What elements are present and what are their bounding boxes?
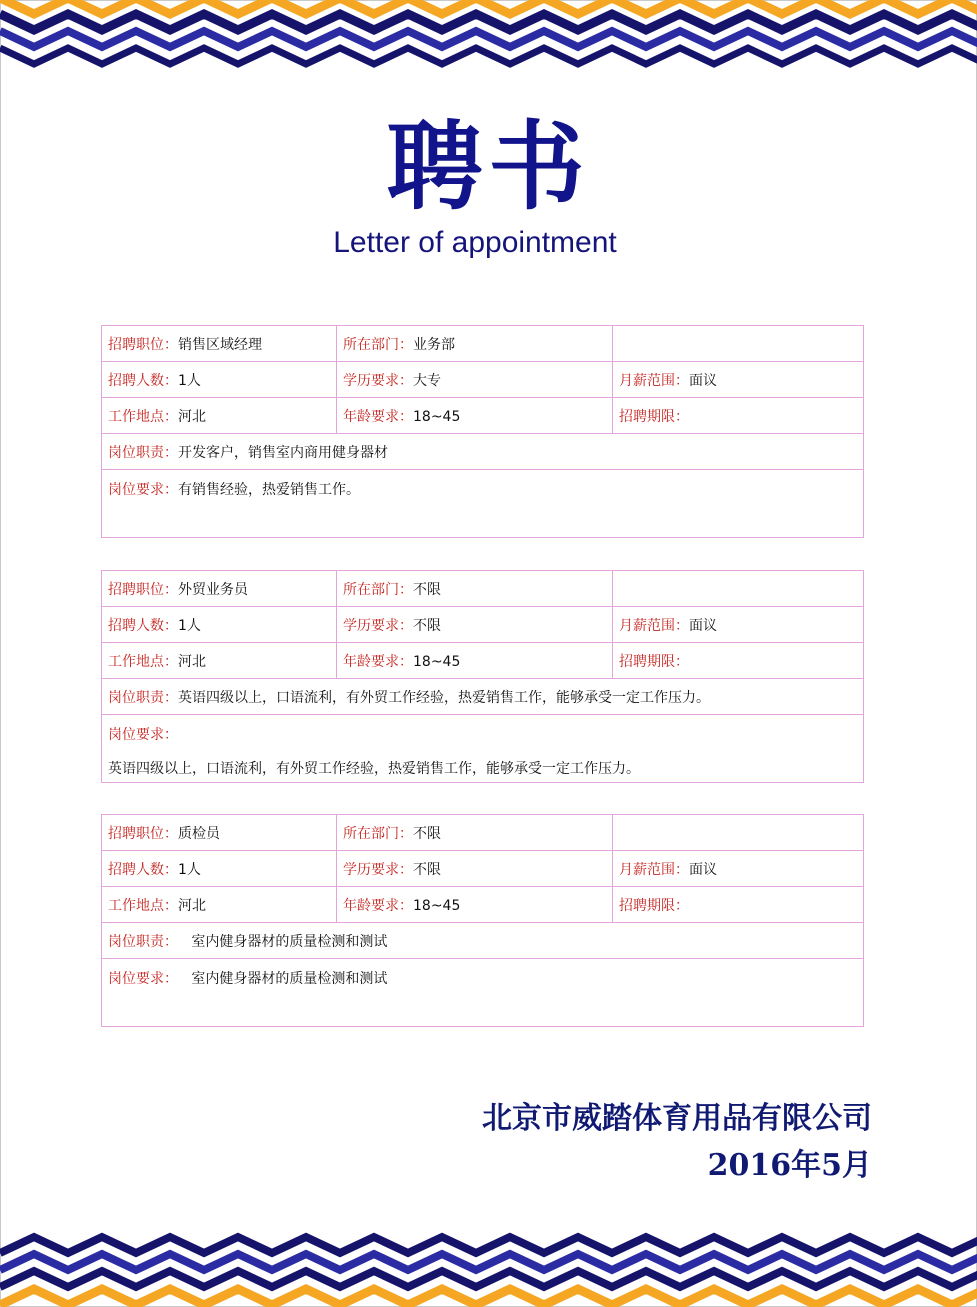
headcount-cell — [102, 362, 337, 398]
headcount-label: 招聘人数： — [108, 617, 178, 634]
position-cell — [102, 815, 337, 851]
age-value: 18~45 — [413, 653, 461, 670]
salary-cell — [613, 362, 864, 398]
table-row — [102, 679, 864, 715]
table-row — [102, 326, 864, 362]
empty-cell — [613, 571, 864, 607]
education-value: 大专 — [413, 372, 441, 389]
requirements-value: 英语四级以上，口语流利，有外贸工作经验，热爱销售工作，能够承受一定工作压力。 — [108, 761, 640, 777]
education-label: 学历要求： — [343, 372, 413, 389]
duties-cell — [102, 434, 864, 470]
requirements-value: 室内健身器材的质量检测和测试 — [191, 971, 388, 987]
department-value: 业务部 — [413, 336, 455, 353]
requirements-cell — [102, 715, 864, 783]
table-row — [102, 607, 864, 643]
location-value: 河北 — [178, 408, 206, 425]
department-label: 所在部门： — [343, 825, 413, 842]
period-label: 招聘期限： — [619, 653, 689, 670]
headcount-value: 1人 — [178, 372, 201, 389]
department-cell — [337, 326, 613, 362]
salary-cell — [613, 607, 864, 643]
table-row — [102, 571, 864, 607]
table-row — [102, 851, 864, 887]
position-label: 招聘职位： — [108, 825, 178, 842]
empty-cell — [613, 815, 864, 851]
requirements-label: 岗位要求： — [108, 482, 178, 498]
age-label: 年龄要求： — [343, 653, 413, 670]
department-cell — [337, 571, 613, 607]
location-cell — [102, 887, 337, 923]
location-value: 河北 — [178, 897, 206, 914]
table-row — [102, 470, 864, 538]
zigzag-orange-stripe — [0, 0, 977, 14]
education-cell — [337, 851, 613, 887]
headcount-value: 1人 — [178, 861, 201, 878]
age-label: 年龄要求： — [343, 408, 413, 425]
department-value: 不限 — [413, 825, 441, 842]
salary-value: 面议 — [689, 372, 717, 389]
period-cell — [613, 398, 864, 434]
education-value: 不限 — [413, 617, 441, 634]
bottom-zigzag-border — [0, 1227, 977, 1307]
location-cell — [102, 398, 337, 434]
headcount-label: 招聘人数： — [108, 372, 178, 389]
education-cell — [337, 607, 613, 643]
headcount-cell — [102, 607, 337, 643]
table-row — [102, 434, 864, 470]
age-value: 18~45 — [413, 408, 461, 425]
education-label: 学历要求： — [343, 617, 413, 634]
job-table — [101, 570, 864, 783]
education-label: 学历要求： — [343, 861, 413, 878]
zigzag-blue-stripe — [0, 1254, 977, 1270]
position-value: 销售区域经理 — [178, 336, 262, 353]
table-row — [102, 643, 864, 679]
duties-value: 英语四级以上，口语流利，有外贸工作经验，热爱销售工作，能够承受一定工作压力。 — [178, 689, 710, 706]
age-cell — [337, 643, 613, 679]
page-subtitle: Letter of appointment — [333, 226, 617, 259]
headcount-cell — [102, 851, 337, 887]
company-name: 北京市威踏体育用品有限公司 — [482, 1101, 872, 1136]
table-row — [102, 815, 864, 851]
zigzag-blue-stripe — [0, 31, 977, 47]
period-cell — [613, 643, 864, 679]
job-table — [101, 814, 864, 1027]
department-value: 不限 — [413, 581, 441, 598]
empty-cell — [613, 326, 864, 362]
requirements-label: 岗位要求： — [108, 727, 178, 743]
period-label: 招聘期限： — [619, 897, 689, 914]
zigzag-navy-stripe-2 — [0, 48, 977, 64]
education-cell — [337, 362, 613, 398]
salary-cell — [613, 851, 864, 887]
salary-label: 月薪范围： — [619, 617, 689, 634]
zigzag-navy-stripe-2 — [0, 1271, 977, 1287]
duties-value: 室内健身器材的质量检测和测试 — [191, 933, 388, 950]
requirements-cell — [102, 470, 864, 538]
headcount-value: 1人 — [178, 617, 201, 634]
salary-label: 月薪范围： — [619, 372, 689, 389]
department-label: 所在部门： — [343, 581, 413, 598]
duties-cell — [102, 679, 864, 715]
department-label: 所在部门： — [343, 336, 413, 353]
table-row — [102, 715, 864, 783]
duties-label: 岗位职责： — [108, 689, 178, 706]
zigzag-orange-stripe — [0, 1289, 977, 1305]
table-row — [102, 362, 864, 398]
requirements-value: 有销售经验，热爱销售工作。 — [178, 482, 360, 498]
period-cell — [613, 887, 864, 923]
position-cell — [102, 571, 337, 607]
duties-label: 岗位职责： — [108, 444, 178, 461]
duties-cell — [102, 923, 864, 959]
position-value: 外贸业务员 — [178, 581, 248, 598]
duties-label: 岗位职责： — [108, 933, 178, 950]
table-row — [102, 398, 864, 434]
issue-date: 2016年5月 — [707, 1148, 872, 1183]
job-table — [101, 325, 864, 538]
table-row — [102, 959, 864, 1027]
headcount-label: 招聘人数： — [108, 861, 178, 878]
table-row — [102, 887, 864, 923]
zigzag-navy-stripe — [0, 14, 977, 30]
location-cell — [102, 643, 337, 679]
location-label: 工作地点： — [108, 408, 178, 425]
position-value: 质检员 — [178, 825, 220, 842]
table-row — [102, 923, 864, 959]
education-value: 不限 — [413, 861, 441, 878]
position-label: 招聘职位： — [108, 336, 178, 353]
department-cell — [337, 815, 613, 851]
position-cell — [102, 326, 337, 362]
duties-value: 开发客户，销售室内商用健身器材 — [178, 444, 388, 461]
age-cell — [337, 398, 613, 434]
position-label: 招聘职位： — [108, 581, 178, 598]
salary-label: 月薪范围： — [619, 861, 689, 878]
requirements-label: 岗位要求： — [108, 971, 178, 987]
top-zigzag-border — [0, 0, 977, 80]
zigzag-navy-stripe — [0, 1237, 977, 1253]
location-label: 工作地点： — [108, 897, 178, 914]
salary-value: 面议 — [689, 861, 717, 878]
period-label: 招聘期限： — [619, 408, 689, 425]
page-title: 聘书 — [386, 110, 591, 223]
age-cell — [337, 887, 613, 923]
requirements-cell — [102, 959, 864, 1027]
location-label: 工作地点： — [108, 653, 178, 670]
salary-value: 面议 — [689, 617, 717, 634]
age-label: 年龄要求： — [343, 897, 413, 914]
location-value: 河北 — [178, 653, 206, 670]
age-value: 18~45 — [413, 897, 461, 914]
